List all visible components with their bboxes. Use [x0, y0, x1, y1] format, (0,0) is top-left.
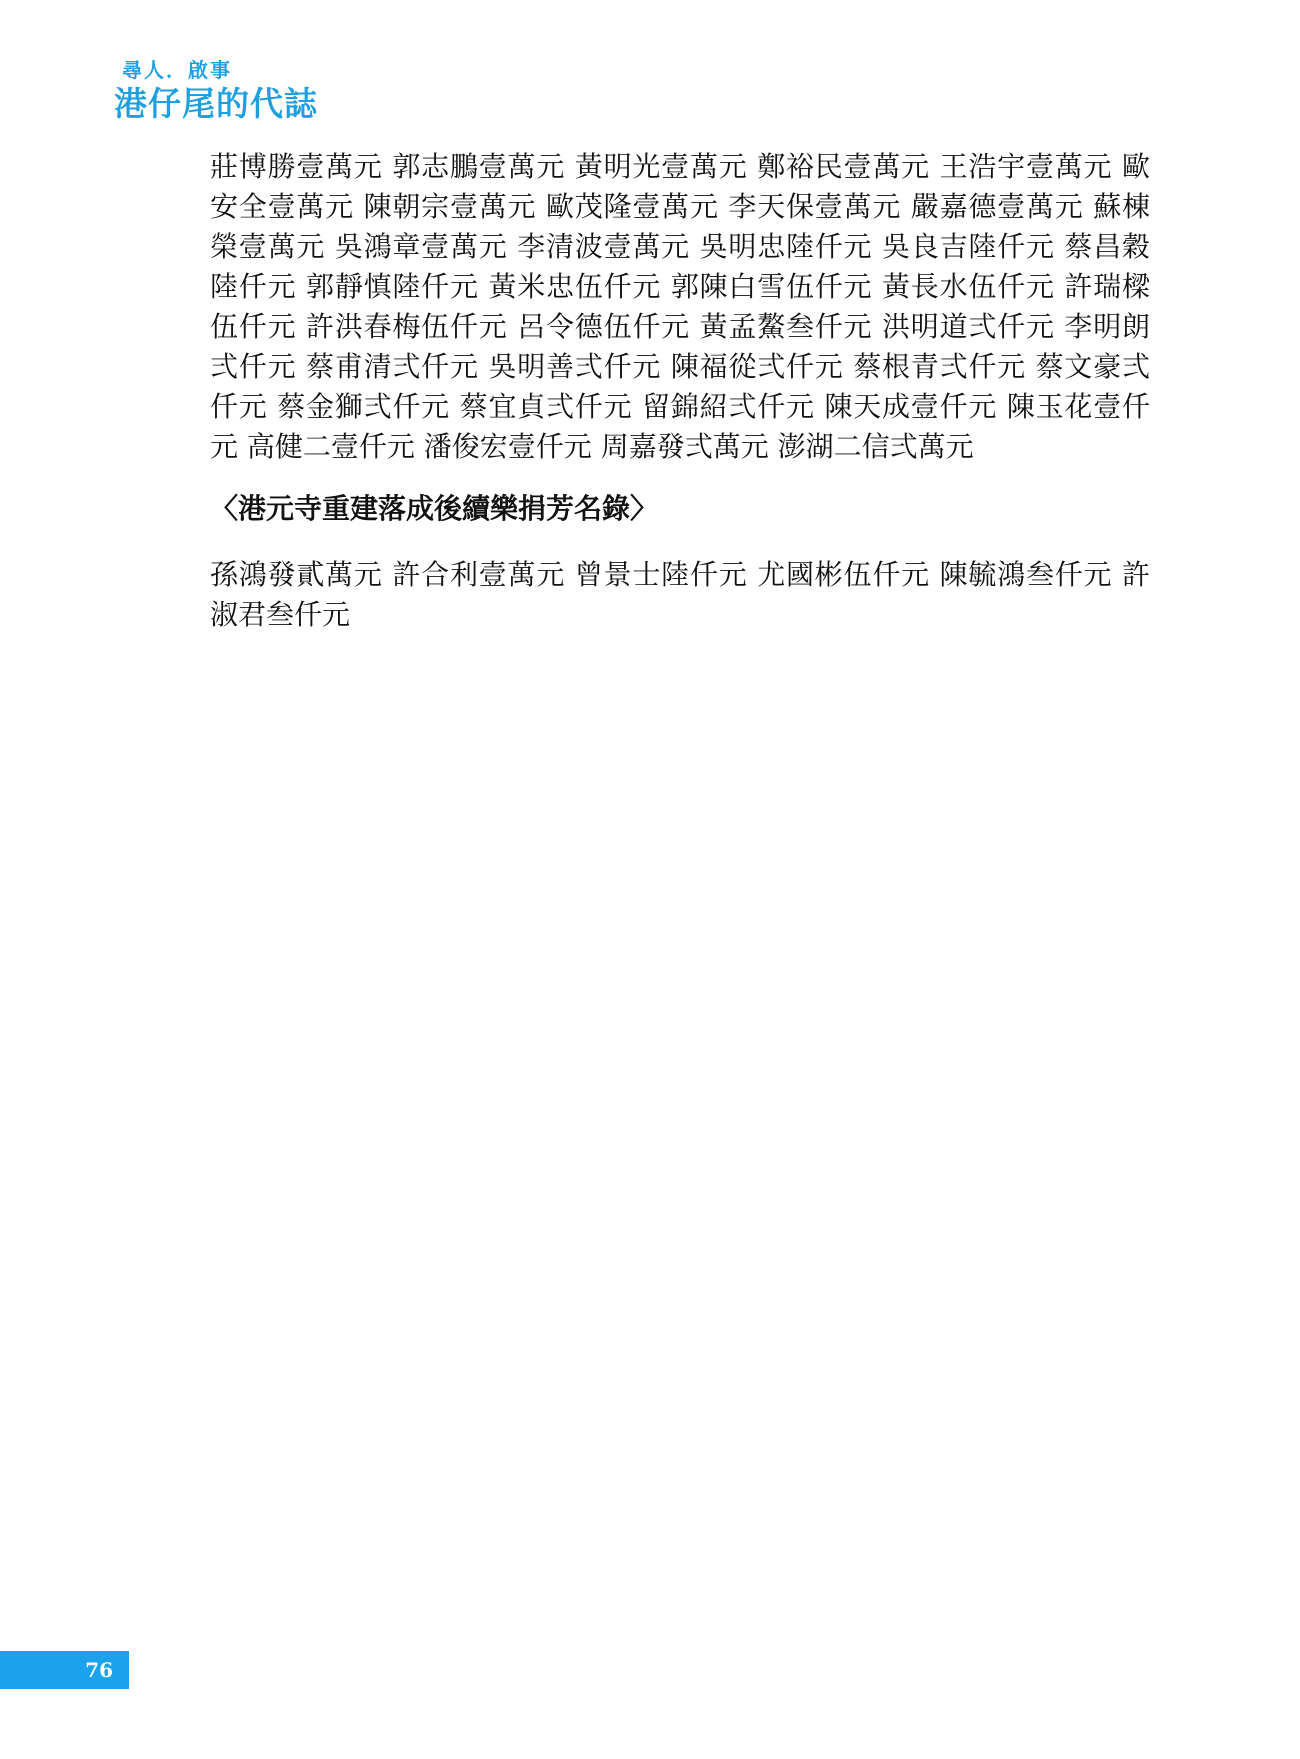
page-number-tab — [0, 1651, 129, 1689]
page-number: 76 — [85, 1658, 113, 1682]
donor-list-paragraph-2: 孫鴻發貳萬元 許合利壹萬元 曾景士陸仟元 尤國彬伍仟元 陳毓鴻叁仟元 許淑君叁仟元 — [210, 558, 1150, 631]
logo-title: 港仔尾的代誌 — [114, 84, 318, 123]
donor-list-paragraph: 莊博勝壹萬元 郭志鵬壹萬元 黃明光壹萬元 鄭裕民壹萬元 王浩宇壹萬元 歐安全壹萬元 陳朝宗壹萬元 歐茂隆壹萬元 李天保壹萬元 嚴嘉德壹萬元 蘇棟榮壹萬元 吳鴻章壹萬元 李清波壹萬元 吳明忠陸仟元 吳良吉陸仟元 蔡昌穀陸仟元 郭靜慎陸仟元 黃米忠伍仟元 郭陳白雪伍仟元 黃長水伍仟元 許瑞樑伍仟元 許洪春梅伍仟元 呂令德伍仟元 黃孟鰲叁仟元 洪明道弍仟元 李明朗弍仟元 蔡甫清弍仟元 吳明善弍仟元 陳福從弍仟元 蔡根青弍仟元 蔡文豪弍仟元 蔡金獅弍仟元 蔡宜貞弍仟元 留錦紹弍仟元 陳天成壹仟元 陳玉花壹仟元 高健二壹仟元 潘俊宏壹仟元 周嘉發弍萬元 澎湖二信弍萬元 — [210, 150, 1150, 463]
logo-subtitle: 尋人．啟事 — [122, 58, 232, 82]
section-title: 〈港元寺重建落成後續樂捐芳名錄〉 — [210, 492, 659, 525]
main-content — [210, 147, 1150, 635]
header-logo — [112, 48, 372, 123]
